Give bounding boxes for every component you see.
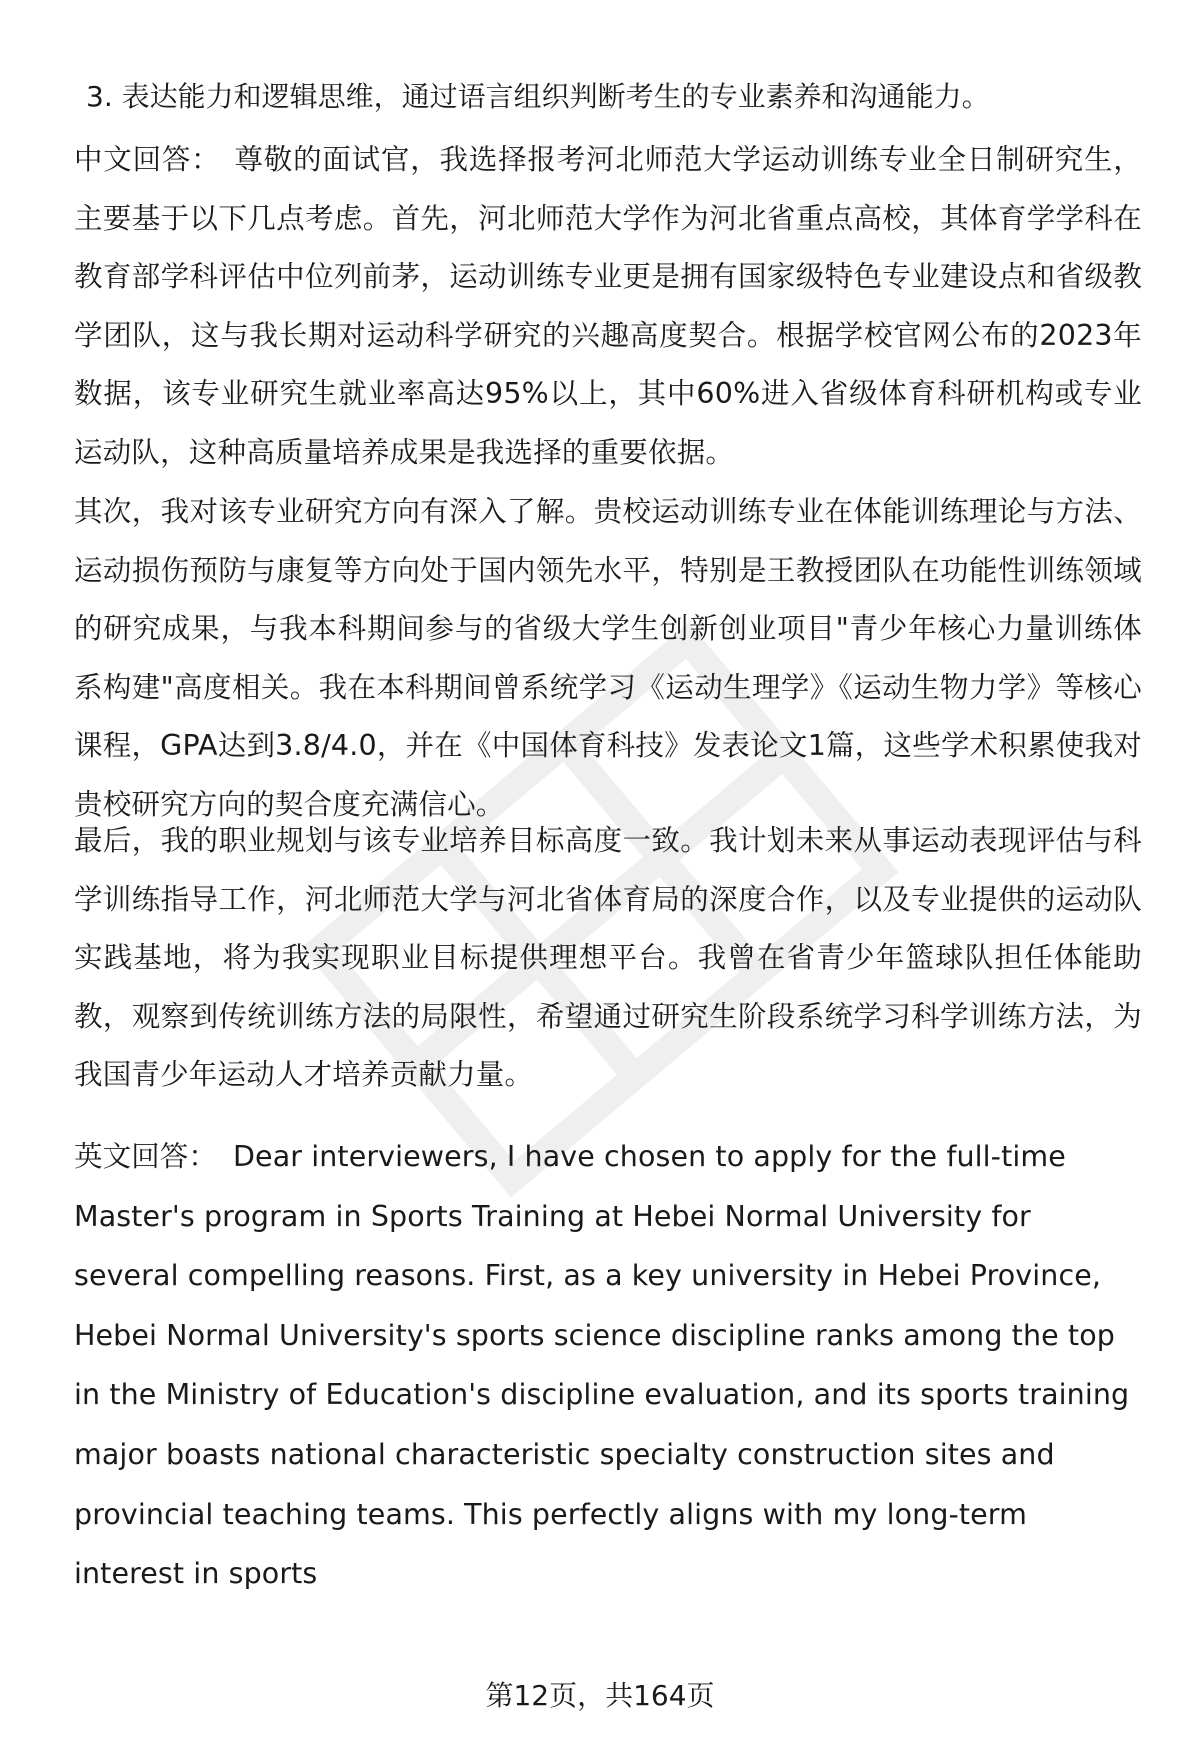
english-answer-label: 英文回答： xyxy=(74,1140,218,1173)
chinese-answer-text-1: 尊敬的面试官，我选择报考河北师范大学运动训练专业全日制研究生，主要基于以下几点考虑。首先，河北师范大学作为河北省重点高校，其体育学学科在教育部学科评估中位列前茅，运动训练专业更是拥有国家级特色专业建设点和省级教学团队，这与我长期对运动科学研究的兴趣高度契合。根据学校官网公布的2023年数据，该专业研究生就业率高达95%以上，其中60%进入省级体育科研机构或专业运动队，这种高质量培养成果是我选择的重要依据。 xyxy=(74,143,1142,469)
page-number-footer: 第12页，共164页 xyxy=(485,1679,715,1712)
english-answer-text: Dear interviewers, I have chosen to apply for the full-time Master's program in Sports Training at Hebei Normal University for several compelling reasons. First, as a key university in Hebei Province, Hebei Normal University's sports science discipline ranks among the top in the Ministry of Education's discipline evaluation, and its sports training major boasts national characteristic specialty construction sites and provincial teaching teams. This perfectly aligns with my long-term interest in sports xyxy=(74,1140,1130,1591)
chinese-answer-paragraph-2: 其次，我对该专业研究方向有深入了解。贵校运动训练专业在体能训练理论与方法、运动损伤预防与康复等方向处于国内领先水平，特别是王教授团队在功能性训练领域的研究成果，与我本科期间参与的省级大学生创新创业项目"青少年核心力量训练体系构建"高度相关。我在本科期间曾系统学习《运动生理学》《运动生物力学》等核心课程，GPA达到3.8/4.0，并在《中国体育科技》发表论文1篇，这些学术积累使我对贵校研究方向的契合度充满信心。 xyxy=(74,495,1142,821)
chinese-answer-paragraph-3: 最后，我的职业规划与该专业培养目标高度一致。我计划未来从事运动表现评估与科学训练指导工作，河北师范大学与河北省体育局的深度合作，以及专业提供的运动队实践基地，将为我实现职业目标提供理想平台。我曾在省青少年篮球队担任体能助教，观察到传统训练方法的局限性，希望通过研究生阶段系统学习科学训练方法，为我国青少年运动人才培养贡献力量。 xyxy=(74,824,1142,1092)
chinese-answer-label: 中文回答： xyxy=(74,143,221,176)
english-answer-paragraph xyxy=(74,1127,1144,1604)
list-item-3: 3. 表达能力和逻辑思维，通过语言组织判断考生的专业素养和沟通能力。 xyxy=(86,80,990,113)
chinese-answer-paragraph-1 xyxy=(74,131,1142,483)
